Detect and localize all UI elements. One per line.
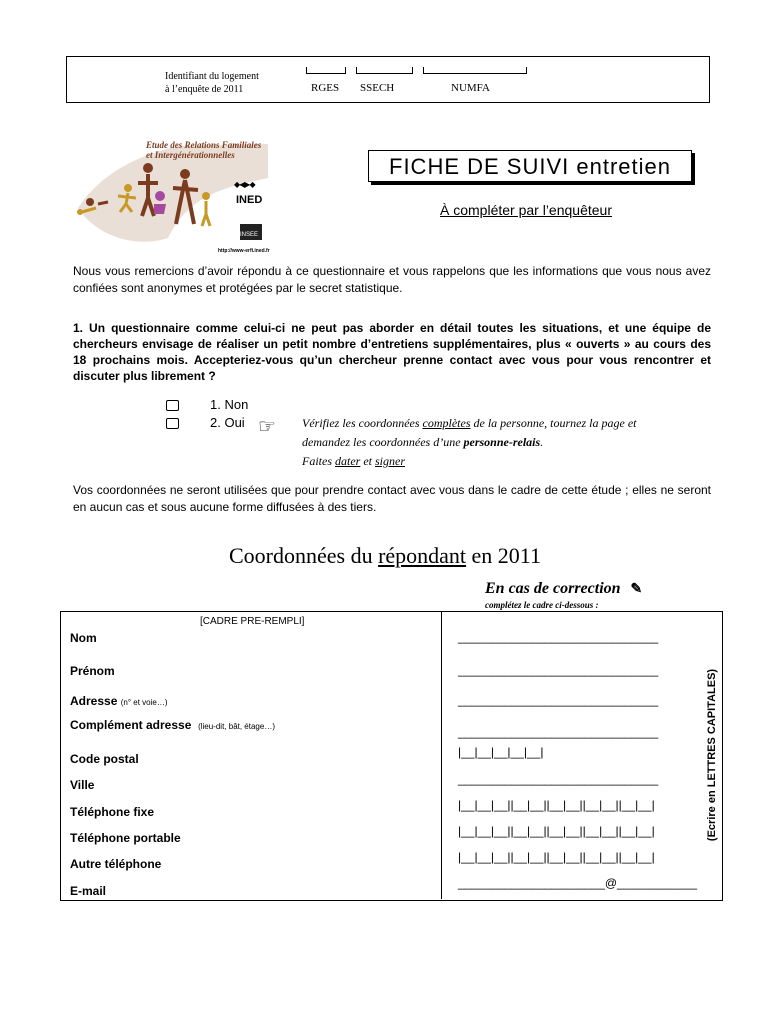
page-title: FICHE DE SUIVI entretien xyxy=(368,150,692,182)
pointing-hand-icon: ☞ xyxy=(258,416,276,438)
field-label-complement: Complément adresse (lieu-dit, bât, étage…) xyxy=(70,718,275,732)
code-postal-input[interactable]: |__|__|__|__|__| xyxy=(458,745,544,759)
ssech-label: SSECH xyxy=(360,82,395,94)
field-label-adresse: Adresse (n° et voie…) xyxy=(70,694,168,708)
intro-paragraph: Nous vous remercions d’avoir répondu à ce questionnaire et vous rappelons que les informations que vous nous avez confiées sont anonymes et protégées par le secret statistique. xyxy=(73,264,711,295)
correction-subtitle: complétez le cadre ci-dessous : xyxy=(485,600,599,610)
housing-id-box xyxy=(66,56,710,103)
numfa-label: NUMFA xyxy=(451,82,490,94)
option-non-label: 1. Non xyxy=(210,397,249,412)
section-title: Coordonnées du répondant en 2011 xyxy=(228,543,541,568)
tel-fixe-input[interactable]: |__|__|__||__|__||__|__||__|__||__|__| xyxy=(458,798,655,812)
field-label-tel-fixe: Téléphone fixe xyxy=(70,805,155,819)
tel-portable-input[interactable]: |__|__|__||__|__||__|__||__|__||__|__| xyxy=(458,824,655,838)
rges-label: RGES xyxy=(311,82,340,94)
field-label-email: E-mail xyxy=(70,884,107,898)
field-label-prenom: Prénom xyxy=(70,664,115,678)
field-label-code-postal: Code postal xyxy=(70,752,139,766)
question-1: 1. Un questionnaire comme celui-ci ne peut pas aborder en détail toutes les situations, et une équipe de chercheurs envisage de réaliser un petit nombre d’entretiens supplémentaires, plus « ouverts » au cours des 18 prochains mois. Accepteriez-vous qu’un chercheur prenne contact avec vous pour vous rencontrer et discuter plus librement ? xyxy=(73,321,711,383)
interviewer-instructions: Vérifiez les coordonnées complètes de la personne, tournez la page et demandez les coordonnées d’une personne-relais. Faites dater et signer xyxy=(302,416,637,468)
option-oui-label: 2. Oui xyxy=(210,415,245,430)
correction-title: En cas de correction ✎ xyxy=(485,580,643,597)
field-label-autre-tel: Autre téléphone xyxy=(70,857,162,871)
capital-letters-note: (Ecrire en LETTRES CAPITALES) xyxy=(706,668,718,842)
option-oui-checkbox[interactable] xyxy=(166,418,179,429)
complement-input[interactable]: ______________________________ xyxy=(458,725,659,739)
table-divider xyxy=(441,611,442,899)
prenom-input[interactable]: ______________________________ xyxy=(458,663,659,677)
ssech-field[interactable] xyxy=(356,67,413,74)
insee-logo: INSEE xyxy=(240,224,262,240)
ined-logo: INED xyxy=(236,194,263,206)
field-label-ville: Ville xyxy=(70,778,95,792)
adresse-input[interactable]: ______________________________ xyxy=(458,693,659,707)
nom-input[interactable]: ______________________________ xyxy=(458,630,659,644)
numfa-field[interactable] xyxy=(423,67,527,74)
autre-tel-input[interactable]: |__|__|__||__|__||__|__||__|__||__|__| xyxy=(458,850,655,864)
subtitle: À compléter par l’enquêteur xyxy=(440,202,612,218)
erfi-url[interactable]: http://www-erfi.ined.fr xyxy=(218,248,270,254)
privacy-notice: Vos coordonnées ne seront utilisées que pour prendre contact avec vous dans le cadre de cette étude ; elles ne seront en aucun cas et sous aucune forme diffusées à des tiers. xyxy=(73,483,711,514)
ville-input[interactable]: ______________________________ xyxy=(458,772,659,786)
ined-arrows-icon: ◆◀▶◆ xyxy=(234,180,255,189)
field-label-nom: Nom xyxy=(70,631,97,645)
option-non-checkbox[interactable] xyxy=(166,400,179,411)
field-label-tel-portable: Téléphone portable xyxy=(70,831,181,845)
pencil-icon: ✎ xyxy=(630,582,643,597)
erfi-logo xyxy=(68,138,300,262)
rges-field[interactable] xyxy=(306,67,346,74)
study-name: Etude des Relations Familiales et Intergénérationnelles xyxy=(146,140,262,160)
email-input[interactable]: ______________________@____________ xyxy=(458,876,698,890)
prefilled-frame-label: [CADRE PRE-REMPLI] xyxy=(200,616,305,627)
housing-id-label: Identifiant du logement à l’enquête de 2011 xyxy=(165,71,259,95)
